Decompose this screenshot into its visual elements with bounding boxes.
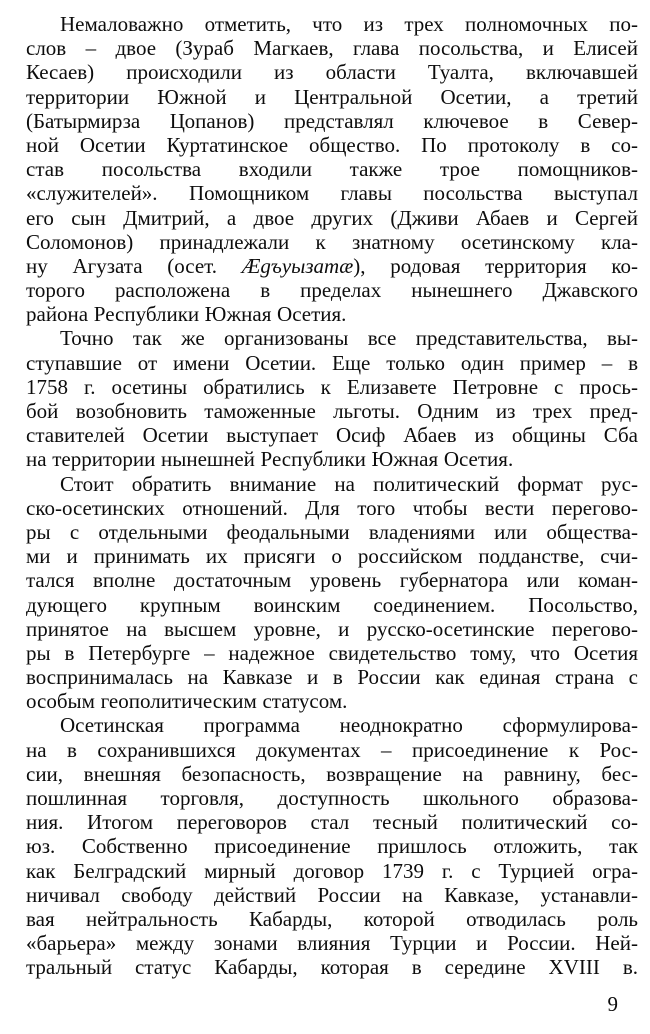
text-line: ры в Петербурге – надежное свидетельство тому, что Осетия xyxy=(26,640,638,665)
text-line: Точно так же организованы все представительства, вы- xyxy=(60,326,638,351)
text-line: его сын Дмитрий, а двое других (Дживи Абаев и Сергей xyxy=(26,205,638,230)
text-line: пошлинная торговля, доступность школьного образова- xyxy=(26,786,638,810)
text-line: на в сохранившихся документах – присоединение к Рос- xyxy=(26,737,638,762)
text-line: района Республики Южная Осетия. xyxy=(26,302,347,327)
text-line: «служителей». Помощником главы посольства выступал xyxy=(26,181,638,206)
page-number: 9 xyxy=(607,991,618,1016)
text-line: особым геополитическим статусом. xyxy=(26,689,348,714)
text-line: как Белградский мирный договор 1739 г. с Турцией огра- xyxy=(26,858,638,883)
text-line: Стоит обратить внимание на политический формат рус- xyxy=(60,471,638,496)
paragraph xyxy=(26,12,638,326)
text-line: сии, внешняя безопасность, возвращение на равнину, бес- xyxy=(26,761,638,786)
text-line: ния. Итогом переговоров стал тесный политический со- xyxy=(26,810,638,835)
text-line: ну Агузата (осет. Ægъуызатæ), родовая территория ко- xyxy=(26,253,638,278)
text-line: торого расположена в пределах нынешнего Джавского xyxy=(26,278,638,303)
text-line: Соломонов) принадлежали к знатному осетинскому кла- xyxy=(26,229,638,254)
text-line: слов – двое (Зураб Магкаев, глава посольства, и Елисей xyxy=(26,36,638,61)
text-line: дующего крупным воинским соединением. Посольство, xyxy=(26,592,638,617)
text-line: ставителей Осетии выступает Осиф Абаев из общины Сба xyxy=(26,423,638,448)
text-line: тался вполне достаточным уровень губернатора или коман- xyxy=(26,568,638,593)
text-line: бой возобновить таможенные льготы. Одним из трех пред- xyxy=(26,399,638,423)
text-line: вая нейтральность Кабарды, которой отводилась роль xyxy=(26,906,638,931)
text-line: ры с отдельными феодальными владениями или общества- xyxy=(26,519,638,544)
text-line: ско-осетинских отношений. Для того чтобы вести перегово- xyxy=(26,495,638,520)
text-line: ной Осетии Куртатинское общество. По протоколу в со- xyxy=(26,132,638,157)
text-line: воспринималась на Кавказе и в России как единая страна с xyxy=(26,665,638,690)
text-line: ступавшие от имени Осетии. Еще только один пример – в xyxy=(26,350,638,375)
text-line: принятое на высшем уровне, и русско-осетинские перегово- xyxy=(26,616,638,641)
text-line: 1758 г. осетины обратились к Елизавете Петровне с прось- xyxy=(26,374,638,399)
text-line: (Батырмирза Цопанов) представлял ключевое в Север- xyxy=(26,108,638,133)
text-line: Немаловажно отметить, что из трех полномочных по- xyxy=(60,12,638,36)
text-line: став посольства входили также трое помощников- xyxy=(26,157,638,182)
text-line: Кесаев) происходили из области Туалта, включавшей xyxy=(26,60,638,85)
text-line: тральный статус Кабарды, которая в середине XVIII в. xyxy=(26,955,638,980)
text-line: ничивал свободу действий России на Кавказе, устанавли- xyxy=(26,882,638,907)
text-line: «барьера» между зонами влияния Турции и России. Ней- xyxy=(26,931,638,956)
text-line: ми и принимать их присяги о российском подданстве, счи- xyxy=(26,544,638,569)
text-line: территории Южной и Центральной Осетии, а третий xyxy=(26,84,638,109)
text-block xyxy=(26,12,638,980)
paragraph xyxy=(26,472,638,714)
text-line: на территории нынешней Республики Южная Осетия. xyxy=(26,447,514,472)
paragraph xyxy=(26,713,638,979)
text-line: юз. Собственно присоединение пришлось отложить, так xyxy=(26,834,638,859)
ossetian-term-italic: Ægъуызатæ xyxy=(241,253,354,278)
paragraph xyxy=(26,326,638,471)
text-line: Осетинская программа неоднократно сформулирова- xyxy=(60,713,638,738)
